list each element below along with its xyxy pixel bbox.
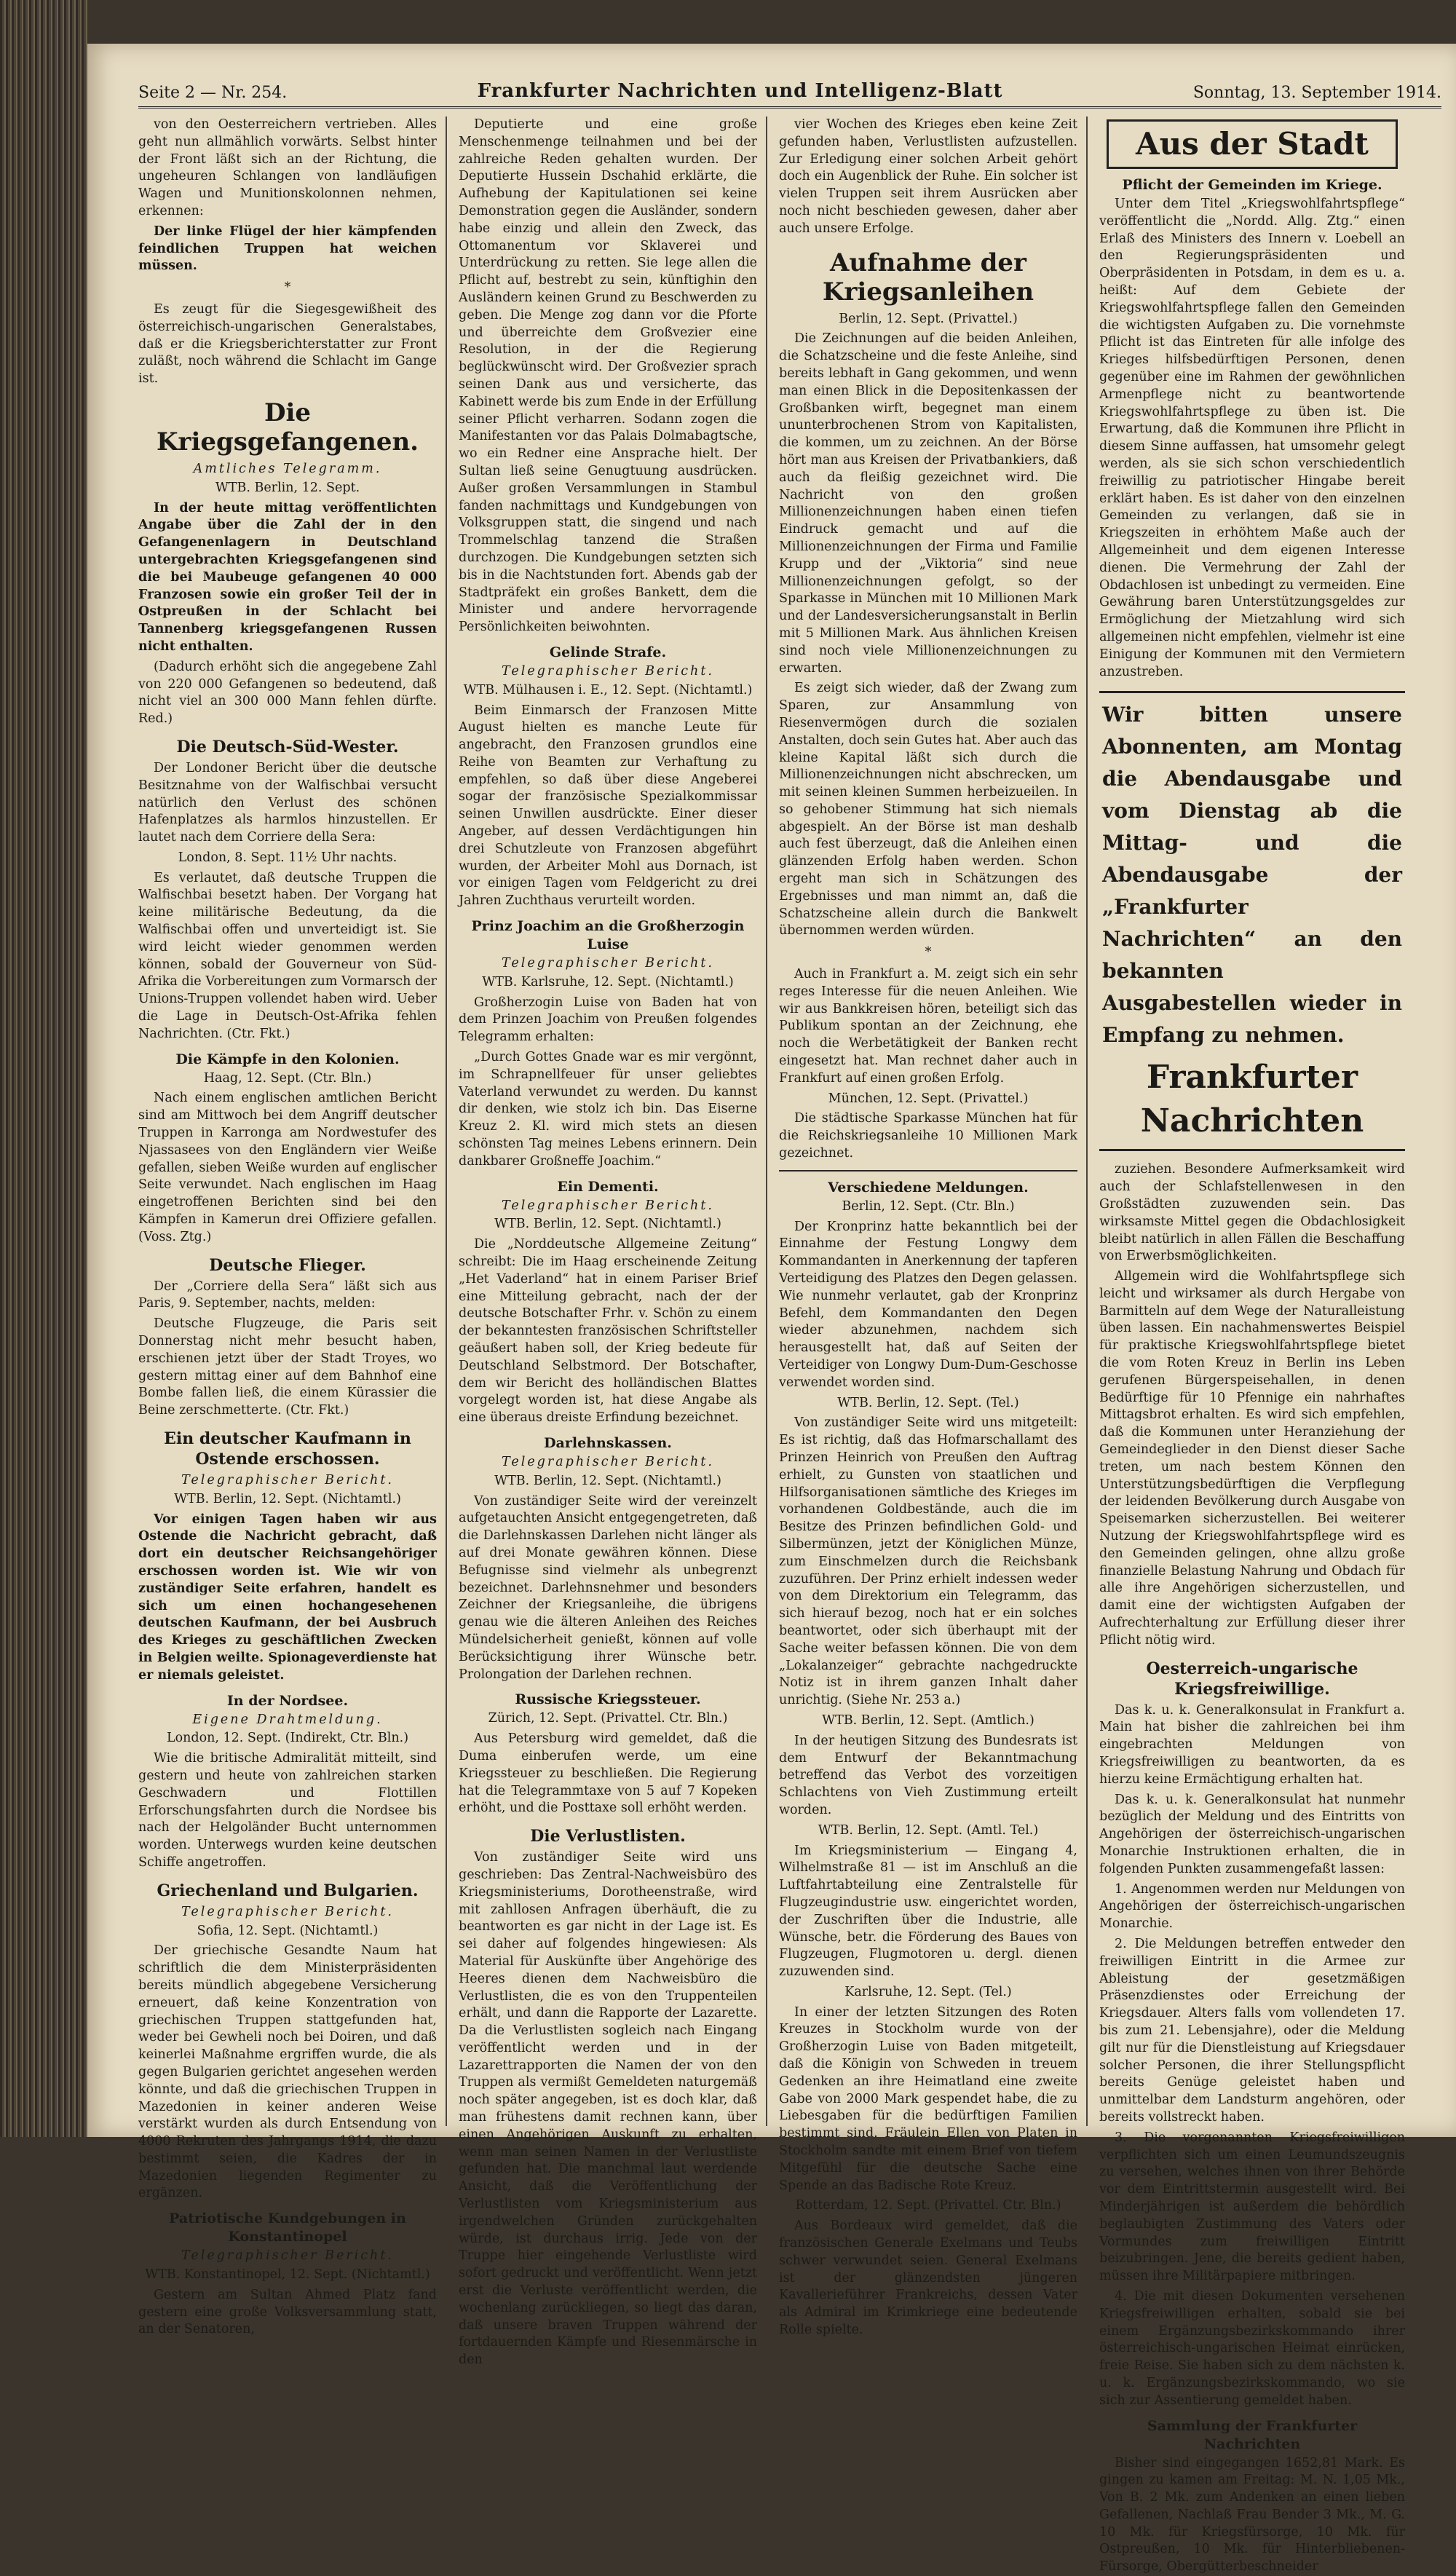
article-text: Von zuständiger Seite wird der vereinzelt aufgetauchten Ansicht entgegengetreten, daß die Darlehnskassen Darlehen nicht länger als auf drei Monate gewähren können. Diese Befugnisse sind vielmehr als unbegrenzt bezeichnet. Darlehnsnehmer und besonders Zeichner der Kriegsanleihe, die übrigens genau wie die älteren Anleihen des Reiches Mündelsicherheit genießt, können auf volle Berücksichtigung ihrer Wünsche betr. Prolongation der Darlehen rechnen.: [459, 1493, 757, 1684]
article-text: Auch in Frankfurt a. M. zeigt sich ein sehr reges Interesse für die neuen Anleihen. Wie wir aus Bankkreisen hören, beteiligt sich das Publikum spontan an der Zeichnung, ehe noch die Werbetätigkeit der Banken recht eingesetzt hat. Man rechnet daher auch in Frankfurt auf einen großen Erfolg.: [779, 966, 1077, 1088]
column-rule: [446, 116, 447, 2126]
article-text: In einer der letzten Sitzungen des Roten Kreuzes in Stockholm wurde von der Großherzogin Luise von Baden mitgeteilt, daß die Königin von Schweden in treuem Gedenken an ihre Heimatland eine zweite Gabe von 2000 Mark gespendet habe, die zu Liebesgaben für die bedürftigen Familien bestimmt sind. Fräulein Ellen von Platen in Stockholm sandte mit einem Brief von tiefem Mitgefühl für die deutsche Sache eine Spende an das Badische Rote Kreuz.: [779, 2004, 1077, 2195]
dateline: WTB. Berlin, 12. Sept. (Nichtamtl.): [459, 1216, 757, 1233]
dateline: WTB. Berlin, 12. Sept. (Amtl. Tel.): [779, 1822, 1077, 1840]
asterisk-divider: *: [138, 280, 437, 297]
masthead: [138, 58, 1441, 108]
article-text: Die städtische Sparkasse München hat für die Reichskriegsanleihe 10 Millionen Mark gezeichnet.: [779, 1110, 1077, 1162]
column-rule: [1086, 116, 1088, 2126]
column-3: [779, 116, 1077, 2133]
subheading: Telegraphischer Bericht.: [459, 955, 757, 973]
dateline: London, 12. Sept. (Indirekt, Ctr. Bln.): [138, 1730, 437, 1747]
article-text: Das k. u. k. Generalkonsulat hat nunmehr bezüglich der Meldung und des Eintritts von Angehörigen der österreichisch-ungarischen Monarchie Instruktionen erhalten, die in folgenden Punkten zusammengefaßt lassen:: [1099, 1792, 1405, 1878]
column-1: [138, 116, 437, 2133]
article-text: In der heutigen Sitzung des Bundesrats ist dem Entwurf der Bekanntmachung betreffend das Verbot des vorzeitigen Schlachtens von Vieh Zustimmung erteilt worden.: [779, 1733, 1077, 1820]
dateline: Berlin, 12. Sept. (Ctr. Bln.): [779, 1198, 1077, 1216]
book-binding: [0, 0, 87, 2137]
dateline: WTB. Berlin, 12. Sept. (Tel.): [779, 1395, 1077, 1413]
headline-gelinde-strafe: Gelinde Strafe.: [459, 644, 757, 662]
dateline: London, 8. Sept. 11½ Uhr nachts.: [138, 850, 437, 867]
headline-suedwester: Die Deutsch-Süd-Wester.: [138, 737, 437, 757]
article-text: Im Kriegsministerium — Eingang 4, Wilhelmstraße 81 — ist im Anschluß an die Luftfahrtabteilung eine Zentralstelle für Flugzeugindustrie usw. eingerichtet worden, der Zuschriften über die Industrie, alle Wünsche, betr. die Förderung des Baues von Flugzeugen, Flugmotoren u. dergl. dienen zuzuwenden sind.: [779, 1843, 1077, 1981]
article-text-bold: In der heute mittag veröffentlichten Angabe über die Zahl der in den Gefangenenlagern in Deutschland untergebrachten Kriegsgefangenen sind die bei Maubeuge gefangenen 40 000 Franzosen sowie ein großer Teil der in Ostpreußen in der Schlacht bei Tannenberg kriegsgefangenen Russen nicht enthalten.: [138, 500, 437, 656]
subheading: Telegraphischer Bericht.: [138, 1904, 437, 1921]
dateline: Zürich, 12. Sept. (Privattel. Ctr. Bln.): [459, 1710, 757, 1728]
column-2: [459, 116, 757, 2133]
subheading: Telegraphischer Bericht.: [459, 663, 757, 681]
issue-date: Sonntag, 13. September 1914.: [1193, 84, 1441, 102]
article-text: Der „Corriere della Sera“ läßt sich aus Paris, 9. September, nachts, melden:: [138, 1279, 437, 1313]
headline-flieger: Deutsche Flieger.: [138, 1255, 437, 1276]
article-text: (Dadurch erhöht sich die angegebene Zahl von 220 000 Gefangenen so bedeutend, daß nicht viel an 300 000 Mann fehlen dürfte. Red.): [138, 659, 437, 728]
headline-kriegssteuer: Russische Kriegssteuer.: [459, 1691, 757, 1709]
article-text: „Durch Gottes Gnade war es mir vergönnt, im Schrapnellfeuer für unser geliebtes Vaterland verwundet zu werden. Du kannst dir denken, wie stolz ich bin. Das Eiserne Kreuz 2. Kl. wird mich stets an diesen schönsten Tag meines Lebens erinnern. Dein dankbarer Großneffe Joachim.“: [459, 1049, 757, 1171]
article-text: Unter dem Titel „Kriegswohlfahrtspflege“ veröffentlicht die „Nordd. Allg. Ztg.“ einen Erlaß des Ministers des Innern v. Loebell an den Regierungspräsidenten und Oberpräsidenten in Potsdam, in dem es u. a. heißt: Auf dem Gebiete der Kriegswohlfahrtspflege fallen den Gemeinden die wichtigsten Aufgaben zu. Die vornehmste Pflicht ist das Eintreten für alle infolge des Krieges hilfsbedürftigen Personen, denen gegenüber eine im Rahmen der gewöhnlichen Armenpflege nicht zu beantwortende Kriegswohlfahrtspflege zu üben ist. Die Erwartung, daß die Kommunen ihre Pflicht in diesem Sinne auffassen, hat umsomehr gelegt werden, als sie sich schon verschiedentlich freiwillig zu patriotischer Hingabe bereit erklärt haben. Es ist daher von den einzelnen Gemeinden zu verlangen, daß sie in Kriegszeiten in erhöhtem Maße auch der Allgemeinheit und dem eigenen Interesse dienen. Die Vermehrung der Zahl der Obdachlosen ist unbedingt zu vermeiden. Eine Gewährung baren Unterstützungsgeldes zur Ermöglichung der Mietzahlung wird sich allgemeinen nicht empfehlen, vielmehr ist eine Einigung der Kommunen mit den Vermietern anzustreben.: [1099, 196, 1405, 681]
article-text: 3. Die vorgenannten Kriegsfreiwilligen verpflichten sich um einen Leumundszeugnis zu versehen, welches ihnen von ihrer Behörde vor dem Eintrittstermin ausgestellt wird. Bei Minderjährigen ist außerdem die behördlich beglaubigten Zustimmung des Vaters oder Vormundes zum freiwilligen Eintritt beizubringen. Jene, die bereits gedient haben, müssen ihre Militärpapiere mitbringen.: [1099, 2130, 1405, 2285]
article-text: Beim Einmarsch der Franzosen Mitte August hielten es manche Leute für angebracht, den Franzosen grundlos eine Reihe von Beamten zur Verhaftung zu empfehlen, so daß über diese Angeberei sogar der französische Spezialkommissar seinen Unwillen ausdrückte. Einer dieser Angeber, auf dessen Verdächtigungen hin drei Schutzleute von Franzosen abgeführt wurden, der Arbeiter Mohl aus Dornach, ist vor einigen Tagen vom Feldgericht zu drei Jahren Zuchthaus verurteilt worden.: [459, 703, 757, 911]
article-text-bold: Vor einigen Tagen haben wir aus Ostende die Nachricht gebracht, daß dort ein deutscher Reichsangehöriger erschossen worden ist. Wie wir von zuständiger Seite erfahren, handelt es sich um einen hochangesehenen deutschen Kaufmann, der bei Ausbruch des Krieges zu geschäftlichen Zwecken in Belgien weilte. Spionageverdienste hat er niemals geleistet.: [138, 1512, 437, 1685]
headline-kriegsgefangenen: Die Kriegsgefangenen.: [138, 398, 437, 457]
article-text: Aus Bordeaux wird gemeldet, daß die französischen Generale Exelmans und Teubs schwer verwundet seien. General Exelmans ist der glänzendsten jüngeren Kavallerieführer Frankreichs, dessen Vater als Admiral im Krimkriege eine bedeutende Rolle spielte.: [779, 2218, 1077, 2339]
article-text: Von zuständiger Seite wird uns mitgeteilt: Es ist richtig, daß das Hofmarschallamt des Prinzen Heinrich von Preußen den Auftrag erhielt, zu Gunsten von staatlichen und Hilfsorganisationen sämtliche des Krieges im vorhandenen Goldbestände, auch die im Besitze des Prinzen befindlichen Gold- und Silbermünzen, jetzt der Königlichen Münze, zum Einschmelzen durch die Reichsbank zuzuführen. Der Prinz erhielt indessen weder von dem Direktorium ein Telegramm, das sich hierauf bezog, noch hat er ein solches beantwortet, oder sich überhaupt mit der Sache weiter befassen können. Die von dem „Lokalanzeiger“ gebrachte nachgedruckte Notiz ist in ihrem ganzen Inhalt daher unrichtig. (Siehe Nr. 253 a.): [779, 1415, 1077, 1710]
headline-nordsee: In der Nordsee.: [138, 1692, 437, 1710]
article-text: 1. Angenommen werden nur Meldungen von Angehörigen der österreichisch-ungarischen Monarchie.: [1099, 1881, 1405, 1933]
article-text: Aus Petersburg wird gemeldet, daß die Duma einberufen werde, um eine Kriegssteuer zu beschließen. Die Regierung hat die Telegrammtaxe von 5 auf 7 Kopeken erhöht, und die Posttaxe soll erhöht werden.: [459, 1731, 757, 1817]
section-header-box: [1107, 119, 1398, 169]
article-text: Es zeigt sich wieder, daß der Zwang zum Sparen, zur Ansammlung von Riesenvermögen durch die sozialen Anstalten, doch sein Gutes hat. Aber auch das kleine Kapital läßt sich durch die Millionenzeichnungen nicht abschrecken, um mit seinen kleinen Summen herbeizueilen. In so gehobener Stimmung hat sich niemals abgespielt. An der Börse ist man deshalb auch fest überzeugt, daß die Anleihen einen glänzenden Erfolg haben werden. Schon ergeht man sich in Schätzungen des Ergebnisses und man nimmt an, daß die Schatzscheine allein durch die Bankwelt übernommen werden würden.: [779, 680, 1077, 940]
dateline: WTB. Berlin, 12. Sept. (Nichtamtl.): [459, 1473, 757, 1490]
notice-signature: Frankfurter Nachrichten: [1102, 1056, 1402, 1143]
article-text: Gestern am Sultan Ahmed Platz fand gestern eine große Volksversammlung statt, an der Senatoren,: [138, 2287, 437, 2339]
subheading: Eigene Drahtmeldung.: [138, 1712, 437, 1729]
article-text: zuziehen. Besondere Aufmerksamkeit wird auch der Schlafstellenwesen in den Großstädten zuzuwenden sein. Das wirksamste Mittel gegen die Obdachlosigkeit bleibt natürlich in allen Fällen die Beschaffung von Erwerbsmöglichkeiten.: [1099, 1161, 1405, 1265]
column-rule: [766, 116, 767, 2126]
headline-griechenland: Griechenland und Bulgarien.: [138, 1881, 437, 1901]
article-text: 2. Die Meldungen betreffen entweder den freiwilligen Eintritt in die Armee zur Ableistung der gesetzmäßigen Präsenzdienstes oder Erreichung der Kriegsdauer. Alters falls vom vollendeten 17. bis zum 21. Lebensjahre), oder die Meldung gilt nur für die Dienstleistung auf Kriegsdauer solcher Personen, die ihrer Stellungspflicht bereits Genüge geleistet haben und unmittelbar dem Landsturm angehören, oder bereits vollstreckt haben.: [1099, 1936, 1405, 2127]
article-text: Der Kronprinz hatte bekanntlich bei der Einnahme der Festung Longwy dem Kommandanten in Anerkennung der tapferen Verteidigung des Platzes den Degen gelassen. Wie nunmehr verlautet, gab der Kronprinz Befehl, dem Kommandanten den Degen wieder abzunehmen, nachdem sich herausgestellt hat, daß auf Seiten der Verteidiger von Longwy Dum-Dum-Geschosse verwendet worden sind.: [779, 1219, 1077, 1392]
article-text: Allgemein wird die Wohlfahrtspflege sich leicht und wirksamer als durch Hergabe von Barmitteln auf dem Wege der Naturalleistung üben lassen. Ein nachahmenswertes Beispiel für praktische Kriegswohlfahrtspflege bietet die vom Roten Kreuz in Berlin ins Leben gerufenen Bürgerspeisehallen, in denen Bedürftige für 10 Pfennige ein nahrhaftes Mittagsbrot erhalten. Es wird sich empfehlen, daß die Kommunen unter Heranziehung der Gemeindeglieder in den Dienst dieser Sache treten, um nach bestem Können den Unterstützungsbedürftigen die Verpflegung der leidenden Bevölkerung durch Ausgabe von Speisemarken sicherzustellen. Bei weiterer Nutzung der Kriegswohlfahrtspflege wird es den Gemeinden gelingen, ohne allzu große finanzielle Belastung Nahrung und Obdach für alle ihre Angehörigen sicherzustellen, und damit eine der wichtigsten Aufgaben der Aufrechterhaltung zur Erfüllung dieser ihrer Pflicht nötig wird.: [1099, 1268, 1405, 1650]
article-text: Es zeugt für die Siegesgewißheit des österreichisch-ungarischen Generalstabes, daß er die Kriegsberichterstatter zur Front zuläßt, noch während die Schlacht im Gange ist.: [138, 301, 437, 388]
dateline: München, 12. Sept. (Privattel.): [779, 1091, 1077, 1108]
article-text: Nach einem englischen amtlichen Bericht sind am Mittwoch bei dem Angriff deutscher Truppen in Karronga am Nordwestufer des Njassasees von den Engländern vier Weiße gefallen, sieben Weiße wurden auf englischer Seite verwundet. Nach englischen im Haag eingetroffenen Berichten sind bei den Kämpfen in Kamerun drei Offiziere gefallen. (Voss. Ztg.): [138, 1090, 437, 1246]
article-text: Es verlautet, daß deutsche Truppen die Walfischbai besetzt haben. Der Vorgang hat keine militärische Bedeutung, da die Walfischbai offen und unverteidigt ist. Sie wird leicht wieder genommen werden können, sobald der Gouverneur von Süd-Afrika die Vorbereitungen zum Vormarsch der Unions-Truppen vollendet haben wird. Ueber die Lage in Deutsch-Ost-Afrika fehlen Nachrichten. (Ctr. Fkt.): [138, 870, 437, 1043]
section-divider: [779, 1170, 1077, 1172]
article-text: Deputierte und eine große Menschenmenge teilnahmen und bei der zahlreiche Reden gehalten wurden. Der Deputierte Hussein Dschahid erklärte, die Aufhebung der Kapitulationen sei keine Demonstration gegen die Ausländer, sondern habe einzig und allein den Zweck, das Ottomanentum vor Sklaverei und Unterdrückung zu retten. Sie lege allen die Pflicht auf, bestrebt zu sein, künftighin den Ausländern keinen Grund zu Beschwerden zu geben. Die Menge zog dann vor die Pforte und überreichte dem Großvezier eine Resolution, in der die Regierung beglückwünscht wird. Der Großvezier sprach seinen Dank aus und versicherte, das Kabinett werde bis zum Ende in der Erfüllung seiner Pflicht verharren. Sodann zogen die Manifestanten vor das Palais Dolmabagtsche, wo ein Redner eine Ansprache hielt. Der Sultan ließ seine Genugtuung ausdrücken. Außer großen Versammlungen in Stambul fanden nachmittags und Kundgebungen von Volksgruppen statt, die singend und nach Trommelschlag tanzend die Straßen durchzogen. Die Kundgebungen setzten sich bis in die Nachtstunden fort. Abends gab der Stadtpräfekt ein großes Bankett, dem die Minister und andere hervorragende Persönlichkeiten beiwohnten.: [459, 116, 757, 636]
subheading: Amtliches Telegramm.: [138, 461, 437, 478]
dateline: Rotterdam, 12. Sept. (Privattel. Ctr. Bln.): [779, 2197, 1077, 2215]
subheading: Telegraphischer Bericht.: [459, 1198, 757, 1215]
article-text: Von zuständiger Seite wird uns geschrieben: Das Zentral-Nachweisbüro des Kriegsministeriums, Dorotheenstraße, wird mit zahllosen Anfragen überhäuft, die zu beantworten es gar nicht in der Lage ist. Es sei daher auf folgendes hingewiesen: Als Material für Auskünfte über Angehörige des Heeres dienen dem Nachweisbüro die Verlustlisten, die es von den Truppenteilen erhält, und dann die Rapporte der Lazarette. Da die Verlustlisten sogleich nach Eingang veröffentlicht werden und in der Lazarettrapporten die Namen der von den Truppen als vermißt Gemeldeten naturgemäß noch später angegeben, ist es doch klar, daß man frühestens damit rechnen kann, über einen Angehörigen Auskunft zu erhalten, wenn man seinen Namen in der Verlustliste gefunden hat. Die manchmal laut werdende Ansicht, daß die Veröffentlichung der Verlustlisten vom Kriegsministerium aus irgendwelchen Gründen zurückgehalten würde, ist durchaus irrig. Jede von der Truppe hier eingehende Verlustliste wird sofort gedruckt und veröffentlicht. Wenn jetzt erst die Verluste veröffentlicht werden, die wochenlang zurückliegen, so liegt das daran, daß unsere braven Truppen während der fortdauernden Kämpfe und Riesenmärsche in den: [459, 1849, 757, 2369]
dateline: WTB. Karlsruhe, 12. Sept. (Nichtamtl.): [459, 974, 757, 992]
article-text-bold: Der linke Flügel der hier kämpfenden feindlichen Truppen hat weichen müssen.: [138, 224, 437, 275]
newspaper-title: Frankfurter Nachrichten und Intelligenz-Blatt: [478, 80, 1003, 102]
dateline: WTB. Konstantinopel, 12. Sept. (Nichtamtl.): [138, 2267, 437, 2284]
subscriber-notice: [1099, 691, 1405, 1151]
dateline: Haag, 12. Sept. (Ctr. Bln.): [138, 1070, 437, 1088]
article-text: Bisher sind eingegangen 1652,81 Mark. Es gingen zu kamen am Freitag: M. N. 1,05 Mk., Von B. 2 Mk. zum Andenken an einen lieben Gefallenen, Nachlaß Frau Bender 3 Mk., M. G. 10 Mk. für Kriegsfürsorge, 10 Mk. für Ostpreußen, 10 Mk. für Hinterbliebenen-Fürsorge, Obergütterbeschneider: [1099, 2455, 1405, 2576]
headline-kolonien: Die Kämpfe in den Kolonien.: [138, 1051, 437, 1069]
headline-kriegsanleihen: Aufnahme der Kriegsanleihen: [779, 248, 1077, 307]
headline-darlehnskassen: Darlehnskassen.: [459, 1434, 757, 1453]
headline-prinz-joachim: Prinz Joachim an die Großherzogin Luise: [459, 917, 757, 954]
subheading: Telegraphischer Bericht.: [459, 1454, 757, 1471]
subheading: Telegraphischer Bericht.: [138, 2248, 437, 2265]
subheading: Telegraphischer Bericht.: [138, 1472, 437, 1490]
headline-verschiedene-meldungen: Verschiedene Meldungen.: [779, 1179, 1077, 1197]
headline-sammlung: Sammlung der Frankfurter Nachrichten: [1099, 2417, 1405, 2454]
article-text: 4. Die mit diesen Dokumenten versehenen Kriegsfreiwilligen erhalten, sobald sie bei einem Ergänzungsbezirkskommando ihrer österreichisch-ungarischen Heimat einrücken, freie Reise. Sie haben sich zu dem nächsten k. u. k. Ergänzungsbezirkskommando, wo sie sich zur Assentierung gemeldet haben.: [1099, 2288, 1405, 2410]
dateline: Berlin, 12. Sept. (Privattel.): [779, 311, 1077, 328]
dateline: WTB. Berlin, 12. Sept. (Nichtamtl.): [138, 1491, 437, 1509]
section-title: Aus der Stadt: [1136, 126, 1369, 162]
page-number: Seite 2 — Nr. 254.: [138, 84, 287, 102]
dateline: Sofia, 12. Sept. (Nichtamtl.): [138, 1923, 437, 1940]
notice-text: Wir bitten unsere Abonnenten, am Montag die Abendausgabe und vom Dienstag ab die Mittag- und die Abendausgabe der „Frankfurter Nachrichten“ an den bekannten Ausgabestellen wieder in Empfang zu nehmen.: [1102, 703, 1402, 1047]
article-text: Der griechische Gesandte Naum hat schriftlich die dem Ministerpräsidenten bereits mündlich abgegebene Versicherung erneuert, daß keine Konzentration von griechischen Truppen stattgefunden hat, weder bei Gewheli noch bei Doiren, und daß keinerlei Maßnahme ergriffen wurde, die als gegen Bulgarien gerichtet angesehen werden könnte, und daß die griechischen Truppen in Mazedonien in keiner anderen Weise verstärkt wurden als durch Entsendung von 4000 Rekruten des Jahrgangs 1914, die dazu bestimmt seien, die Kadres der in Mazedonien liegenden Regimenter zu ergänzen.: [138, 1943, 437, 2202]
article-text: Großherzogin Luise von Baden hat von dem Prinzen Joachim von Preußen folgendes Telegramm erhalten:: [459, 995, 757, 1046]
headline-konstantinopel: Patriotische Kundgebungen in Konstantinopel: [138, 2210, 437, 2246]
article-text: von den Oesterreichern vertrieben. Alles geht nun allmählich vorwärts. Selbst hinter der Front läßt sich an der Richtung, die ungeheuren Schlangen von landläufigen Wagen und Munitionskolonnen nehmen, erkennen:: [138, 116, 437, 221]
dateline: WTB. Berlin, 12. Sept. (Amtlich.): [779, 1712, 1077, 1730]
article-text: Die „Norddeutsche Allgemeine Zeitung“ schreibt: Die im Haag erscheinende Zeitung „Het Vaderland“ hat in einem Pariser Brief eine Mitteilung gebracht, nach der der deutsche Botschafter Frhr. v. Schön zu einem der bekanntesten französischen Schriftsteller geäußert haben soll, der Krieg bedeute für Deutschland Selbstmord. Der Botschafter, dem wir Bericht des holländischen Blattes vorgelegt worden ist, hat diese Angabe als eine überaus dreiste Erfindung bezeichnet.: [459, 1236, 757, 1427]
headline-pflicht-gemeinden: Pflicht der Gemeinden im Kriege.: [1099, 176, 1405, 194]
article-text: Das k. u. k. Generalkonsulat in Frankfurt a. Main hat bisher die zahlreichen bei ihm eingebrachten Meldungen von Kriegsfreiwilligen zu beantworten, da es hierzu keine Ermächtigung erhalten hat.: [1099, 1702, 1405, 1789]
headline-kriegsfreiwillige: Oesterreich-ungarische Kriegsfreiwillige.: [1099, 1659, 1405, 1699]
dateline: Karlsruhe, 12. Sept. (Tel.): [779, 1984, 1077, 2002]
dateline: WTB. Berlin, 12. Sept.: [138, 480, 437, 497]
article-text: Deutsche Flugzeuge, die Paris seit Donnerstag nicht mehr besucht haben, erschienen jetzt über der Stadt Troyes, wo gestern mittag einer auf dem Bahnhof eine Bombe fallen ließ, die einem Kürassier die Beine zerschmetterte. (Ctr. Fkt.): [138, 1316, 437, 1420]
dateline: WTB. Mülhausen i. E., 12. Sept. (Nichtamtl.): [459, 682, 757, 700]
article-text: Der Londoner Bericht über die deutsche Besitznahme von der Walfischbai versucht natürlich den Verlust des schönen Hafenplatzes als harmlos hinzustellen. Er lautet nach dem Corriere della Sera:: [138, 760, 437, 847]
newspaper-page: [87, 44, 1456, 2137]
asterisk-divider: *: [779, 944, 1077, 962]
headline-verlustlisten: Die Verlustlisten.: [459, 1826, 757, 1846]
headline-dementi: Ein Dementi.: [459, 1178, 757, 1196]
article-text: Die Zeichnungen auf die beiden Anleihen, die Schatzscheine und die feste Anleihe, sind bereits lebhaft in Gang gekommen, und wenn man einen Blick in die Depositenkassen der Großbanken wirft, begegnet man einem ununterbrochenen Strom von Kapitalisten, die kommen, um zu zeichnen. An der Börse hört man aus Kreisen der Privatbankiers, daß auch da fleißig gezeichnet wird. Die Nachricht von den großen Millionenzeichnungen haben einen tiefen Eindruck gemacht und auf die Millionenzeichnungen der Firma und Familie Krupp und der „Viktoria“ sind neue Millionenzeichnungen gefolgt, so der Sparkasse in München mit 10 Millionen Mark und der Landesversicherungsanstalt in Berlin mit 5 Millionen Mark. Aus ähnlichen Kreisen sind noch viele Millionenzeichnungen zu erwarten.: [779, 331, 1077, 677]
column-4: [1099, 116, 1405, 2133]
headline-kaufmann: Ein deutscher Kaufmann in Ostende erschossen.: [138, 1429, 437, 1469]
article-text: Wie die britische Admiralität mitteilt, sind gestern und heute von zahlreichen starken Geschwadern und Flottillen Erforschungsfahrten durch die Nordsee bis nach der Helgoländer Bucht unternommen worden. Unterwegs wurden keine deutschen Schiffe angetroffen.: [138, 1750, 437, 1872]
article-text: vier Wochen des Krieges eben keine Zeit gefunden haben, Verlustlisten aufzustellen. Zur Erledigung einer solchen Arbeit gehört doch ein Augenblick der Ruhe. Ein solcher ist vielen Truppen seit ihrem Ausrücken aber noch nicht beschieden gewesen, daher aber auch unsere Erfolge.: [779, 116, 1077, 238]
